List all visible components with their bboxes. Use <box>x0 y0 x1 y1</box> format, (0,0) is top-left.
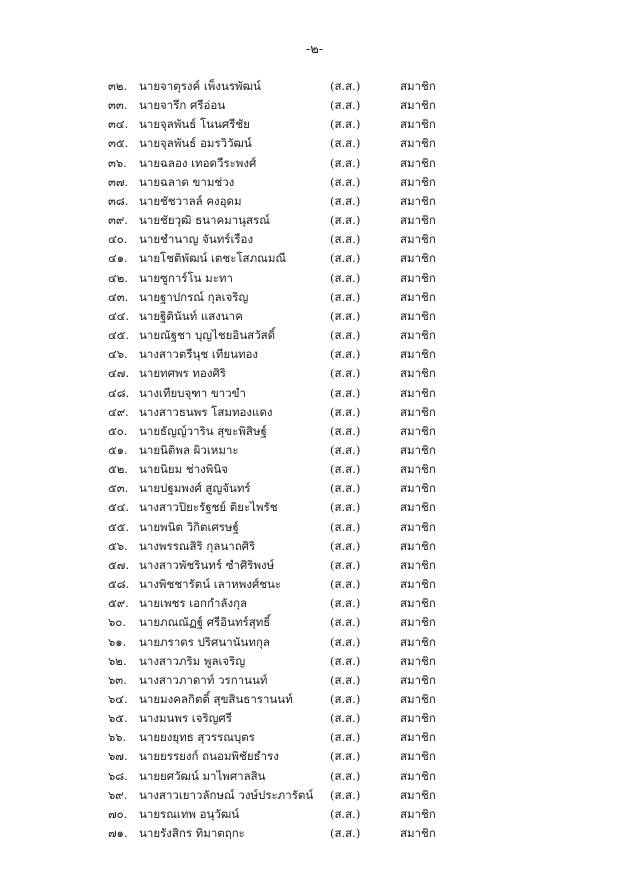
member-role: สมาชิก <box>400 615 436 630</box>
member-name: นายชัชวาลล์ คงอุดม <box>139 193 242 208</box>
member-name: นายยงยุทธ สุวรรณบุตร <box>139 730 255 745</box>
member-name: นางสาวตรีนุช เทียนทอง <box>139 347 259 362</box>
member-type: (ส.ส.) <box>330 806 361 821</box>
member-role: สมาชิก <box>400 806 436 821</box>
list-item <box>0 498 629 517</box>
member-number: ๕๓. <box>108 481 129 496</box>
member-number: ๔๔. <box>108 308 130 323</box>
member-type: (ส.ส.) <box>330 366 361 381</box>
member-role: สมาชิก <box>400 442 436 457</box>
member-type: (ส.ส.) <box>330 328 361 343</box>
member-role: สมาชิก <box>400 768 436 783</box>
member-type: (ส.ส.) <box>330 423 361 438</box>
member-role: สมาชิก <box>400 462 436 477</box>
member-name: นายยศวัฒน์ มาไพศาลสิน <box>139 768 266 783</box>
member-type: (ส.ส.) <box>330 557 361 572</box>
list-item <box>0 403 629 422</box>
member-number: ๖๒. <box>108 653 127 668</box>
list-item <box>0 575 629 594</box>
member-number: ๖๕. <box>108 711 128 726</box>
member-type: (ส.ส.) <box>330 404 361 419</box>
member-role: สมาชิก <box>400 826 436 841</box>
member-number: ๓๒. <box>108 79 128 93</box>
member-type: (ส.ส.) <box>330 308 361 323</box>
member-role: สมาชิก <box>400 385 436 400</box>
member-name: นายฐิตินันท์ แสงนาค <box>139 308 243 323</box>
member-type: (ส.ส.) <box>330 385 361 400</box>
member-name: นางสาวพัชรินทร์ ซำศิริพงษ์ <box>139 557 275 572</box>
member-number: ๕๒. <box>108 462 128 477</box>
member-type: (ส.ส.) <box>330 749 361 764</box>
member-name: นางมนพร เจริญศรี <box>139 711 232 726</box>
member-number: ๓๙. <box>108 213 128 228</box>
list-item <box>0 230 629 249</box>
list-item <box>0 384 629 403</box>
member-number: ๓๗. <box>108 174 129 189</box>
member-name: นายณัฐชา บุญไชยอินสวัสดิ์ <box>139 328 276 343</box>
member-type: (ส.ส.) <box>330 462 361 477</box>
member-type: (ส.ส.) <box>330 538 361 553</box>
member-name: นายโชติพัฒน์ เตชะโสภณมณี <box>139 251 287 266</box>
list-item <box>0 613 629 632</box>
page-number: -๒- <box>305 42 324 57</box>
list-item <box>0 594 629 613</box>
member-role: สมาชิก <box>400 749 436 764</box>
member-name: นายรังสิกร ทิมาตฤกะ <box>139 826 245 841</box>
member-name: นายฐาปกรณ์ กุลเจริญ <box>139 289 249 304</box>
member-number: ๔๖. <box>108 347 128 362</box>
member-name: นางสาวภาดาท์ วรกานนท์ <box>139 672 268 687</box>
member-number: ๕๕. <box>108 519 130 534</box>
member-role: สมาชิก <box>400 98 436 113</box>
member-name: นายจารึก ศรีอ่อน <box>139 98 226 113</box>
member-type: (ส.ส.) <box>330 117 361 132</box>
member-number: ๓๕. <box>108 136 129 151</box>
list-item <box>0 690 629 709</box>
member-role: สมาชิก <box>400 596 436 611</box>
member-type: (ส.ส.) <box>330 692 361 706</box>
member-type: (ส.ส.) <box>330 98 361 113</box>
member-type: (ส.ส.) <box>330 213 361 228</box>
member-type: (ส.ส.) <box>330 481 361 496</box>
member-number: ๓๓. <box>108 98 128 113</box>
member-name: นายธัญญ์วาริน สุขะพิสิษฐ์ <box>139 423 267 438</box>
member-type: (ส.ส.) <box>330 596 361 611</box>
member-type: (ส.ส.) <box>330 768 361 783</box>
member-role: สมาชิก <box>400 557 436 572</box>
list-item <box>0 134 629 153</box>
list-item <box>0 460 629 479</box>
list-item <box>0 709 629 728</box>
member-role: สมาชิก <box>400 519 436 534</box>
member-role: สมาชิก <box>400 193 436 208</box>
member-role: สมาชิก <box>400 79 436 93</box>
member-role: สมาชิก <box>400 155 436 170</box>
member-role: สมาชิก <box>400 117 436 132</box>
member-role: สมาชิก <box>400 347 436 362</box>
member-type: (ส.ส.) <box>330 634 361 649</box>
list-item <box>0 364 629 383</box>
member-list <box>0 77 629 843</box>
member-role: สมาชิก <box>400 692 436 706</box>
member-role: สมาชิก <box>400 174 436 189</box>
list-item <box>0 786 629 805</box>
list-item <box>0 288 629 307</box>
list-item <box>0 671 629 690</box>
member-name: นายมงคลกิตติ์ สุขสินธารานนท์ <box>139 692 293 706</box>
member-name: นายยรรยงก์ ถนอมพิชัยธำรง <box>139 749 279 764</box>
member-type: (ส.ส.) <box>330 251 361 266</box>
member-name: นางเทียบจุฑา ขาวขำ <box>139 385 246 400</box>
member-type: (ส.ส.) <box>330 615 361 630</box>
list-item <box>0 824 629 843</box>
list-item <box>0 211 629 230</box>
member-role: สมาชิก <box>400 289 436 304</box>
member-name: นางสาวธนพร โสมทองแดง <box>139 404 273 419</box>
member-role: สมาชิก <box>400 500 436 515</box>
member-role: สมาชิก <box>400 730 436 745</box>
member-role: สมาชิก <box>400 672 436 687</box>
member-name: นางสาวภริม พูลเจริญ <box>139 653 246 668</box>
member-name: นายจุลพันธ์ โนนศรีชัย <box>139 117 250 132</box>
member-number: ๖๗. <box>108 749 128 764</box>
member-number: ๔๙. <box>108 404 129 419</box>
list-item <box>0 556 629 575</box>
member-number: ๕๐. <box>108 423 128 438</box>
member-number: ๗๑. <box>108 826 128 841</box>
member-name: นายชัยวุฒิ ธนาคมานุสรณ์ <box>139 213 270 228</box>
list-item <box>0 422 629 441</box>
member-number: ๖๓. <box>108 672 127 687</box>
list-item <box>0 192 629 211</box>
member-type: (ส.ส.) <box>330 174 361 189</box>
member-role: สมาชิก <box>400 538 436 553</box>
member-number: ๕๘. <box>108 577 130 592</box>
member-role: สมาชิก <box>400 711 436 726</box>
member-role: สมาชิก <box>400 481 436 496</box>
list-item <box>0 173 629 192</box>
list-item <box>0 747 629 766</box>
member-number: ๓๔. <box>108 117 129 132</box>
member-role: สมาชิก <box>400 653 436 668</box>
member-name: นายภณณัฏฐ์ ศรีอินทร์สุทธิ์ <box>139 615 271 630</box>
list-item <box>0 767 629 786</box>
member-number: ๖๘. <box>108 768 128 783</box>
member-number: ๖๐. <box>108 615 126 630</box>
member-type: (ส.ส.) <box>330 730 361 745</box>
member-number: ๓๖. <box>108 155 127 170</box>
member-number: ๕๗. <box>108 557 130 572</box>
member-role: สมาชิก <box>400 404 436 419</box>
member-type: (ส.ส.) <box>330 347 361 362</box>
list-item <box>0 805 629 824</box>
list-item <box>0 479 629 498</box>
member-name: นายจุลพันธ์ อมรวิวัฒน์ <box>139 136 252 151</box>
member-type: (ส.ส.) <box>330 193 361 208</box>
member-number: ๖๑. <box>108 634 127 649</box>
member-number: ๖๔. <box>108 692 128 706</box>
list-item <box>0 652 629 671</box>
member-type: (ส.ส.) <box>330 442 361 457</box>
list-item <box>0 633 629 652</box>
member-role: สมาชิก <box>400 634 436 649</box>
member-number: ๖๙. <box>108 787 128 802</box>
member-type: (ส.ส.) <box>330 79 361 93</box>
member-role: สมาชิก <box>400 308 436 323</box>
member-type: (ส.ส.) <box>330 653 361 668</box>
member-role: สมาชิก <box>400 366 436 381</box>
member-type: (ส.ส.) <box>330 136 361 151</box>
member-number: ๔๓. <box>108 289 129 304</box>
member-type: (ส.ส.) <box>330 711 361 726</box>
member-type: (ส.ส.) <box>330 155 361 170</box>
list-item <box>0 115 629 134</box>
member-name: นายนิยม ช่างพินิจ <box>139 462 228 477</box>
member-number: ๔๒. <box>108 270 128 285</box>
member-name: นายพนิต วิกิตเศรษฐ์ <box>139 519 239 534</box>
list-item <box>0 96 629 115</box>
member-role: สมาชิก <box>400 270 436 285</box>
member-number: ๗๐. <box>108 806 128 821</box>
member-role: สมาชิก <box>400 423 436 438</box>
list-item <box>0 518 629 537</box>
member-number: ๓๘. <box>108 193 129 208</box>
member-name: นางพิชชารัตน์ เลาหพงศ์ชนะ <box>139 577 282 592</box>
member-number: ๔๘. <box>108 385 130 400</box>
list-item <box>0 326 629 345</box>
member-number: ๔๐. <box>108 232 128 247</box>
member-name: นางสาวเยาวลักษณ์ วงษ์ประภารัตน์ <box>139 787 314 802</box>
member-name: นางสาวปิยะรัฐชย์ ติยะไพรัช <box>139 500 278 515</box>
member-type: (ส.ส.) <box>330 270 361 285</box>
member-role: สมาชิก <box>400 577 436 592</box>
member-role: สมาชิก <box>400 232 436 247</box>
list-item <box>0 269 629 288</box>
list-item <box>0 728 629 747</box>
member-type: (ส.ส.) <box>330 577 361 592</box>
member-name: นายฉลอง เทอดวีระพงศ์ <box>139 155 257 170</box>
member-name: นายเพชร เอกกำลังกุล <box>139 596 248 611</box>
member-name: นางพรรณสิริ กุลนาถศิริ <box>139 538 256 553</box>
member-name: นายนิติพล ผิวเหมาะ <box>139 442 239 457</box>
member-name: นายซูการ์โน มะทา <box>139 270 233 285</box>
list-item <box>0 77 629 96</box>
member-role: สมาชิก <box>400 328 436 343</box>
member-number: ๔๕. <box>108 328 130 343</box>
member-name: นายจาตุรงค์ เพ็งนรพัฒน์ <box>139 79 261 93</box>
member-type: (ส.ส.) <box>330 519 361 534</box>
member-type: (ส.ส.) <box>330 826 361 841</box>
list-item <box>0 307 629 326</box>
member-name: นายฉลาด ขามช่วง <box>139 174 235 189</box>
member-number: ๖๖. <box>108 730 127 745</box>
member-type: (ส.ส.) <box>330 787 361 802</box>
list-item <box>0 154 629 173</box>
list-item <box>0 249 629 268</box>
list-item <box>0 441 629 460</box>
member-type: (ส.ส.) <box>330 672 361 687</box>
member-name: นายภราดร ปริศนานันทกุล <box>139 634 270 649</box>
member-type: (ส.ส.) <box>330 232 361 247</box>
list-item <box>0 345 629 364</box>
member-number: ๔๗. <box>108 366 130 381</box>
member-number: ๔๑. <box>108 251 128 266</box>
list-item <box>0 537 629 556</box>
member-role: สมาชิก <box>400 213 436 228</box>
member-type: (ส.ส.) <box>330 289 361 304</box>
member-name: นายชำนาญ จันทร์เรือง <box>139 232 254 247</box>
member-name: นายทศพร ทองศิริ <box>139 366 226 381</box>
member-name: นายปฐมพงศ์ สูญจันทร์ <box>139 481 251 496</box>
member-number: ๕๔. <box>108 500 130 515</box>
member-role: สมาชิก <box>400 251 436 266</box>
member-number: ๕๙. <box>108 596 129 611</box>
member-number: ๕๖. <box>108 538 128 553</box>
member-role: สมาชิก <box>400 136 436 151</box>
member-role: สมาชิก <box>400 787 436 802</box>
member-type: (ส.ส.) <box>330 500 361 515</box>
member-name: นายรณเทพ อนุวัฒน์ <box>139 806 240 821</box>
member-number: ๕๑. <box>108 442 128 457</box>
